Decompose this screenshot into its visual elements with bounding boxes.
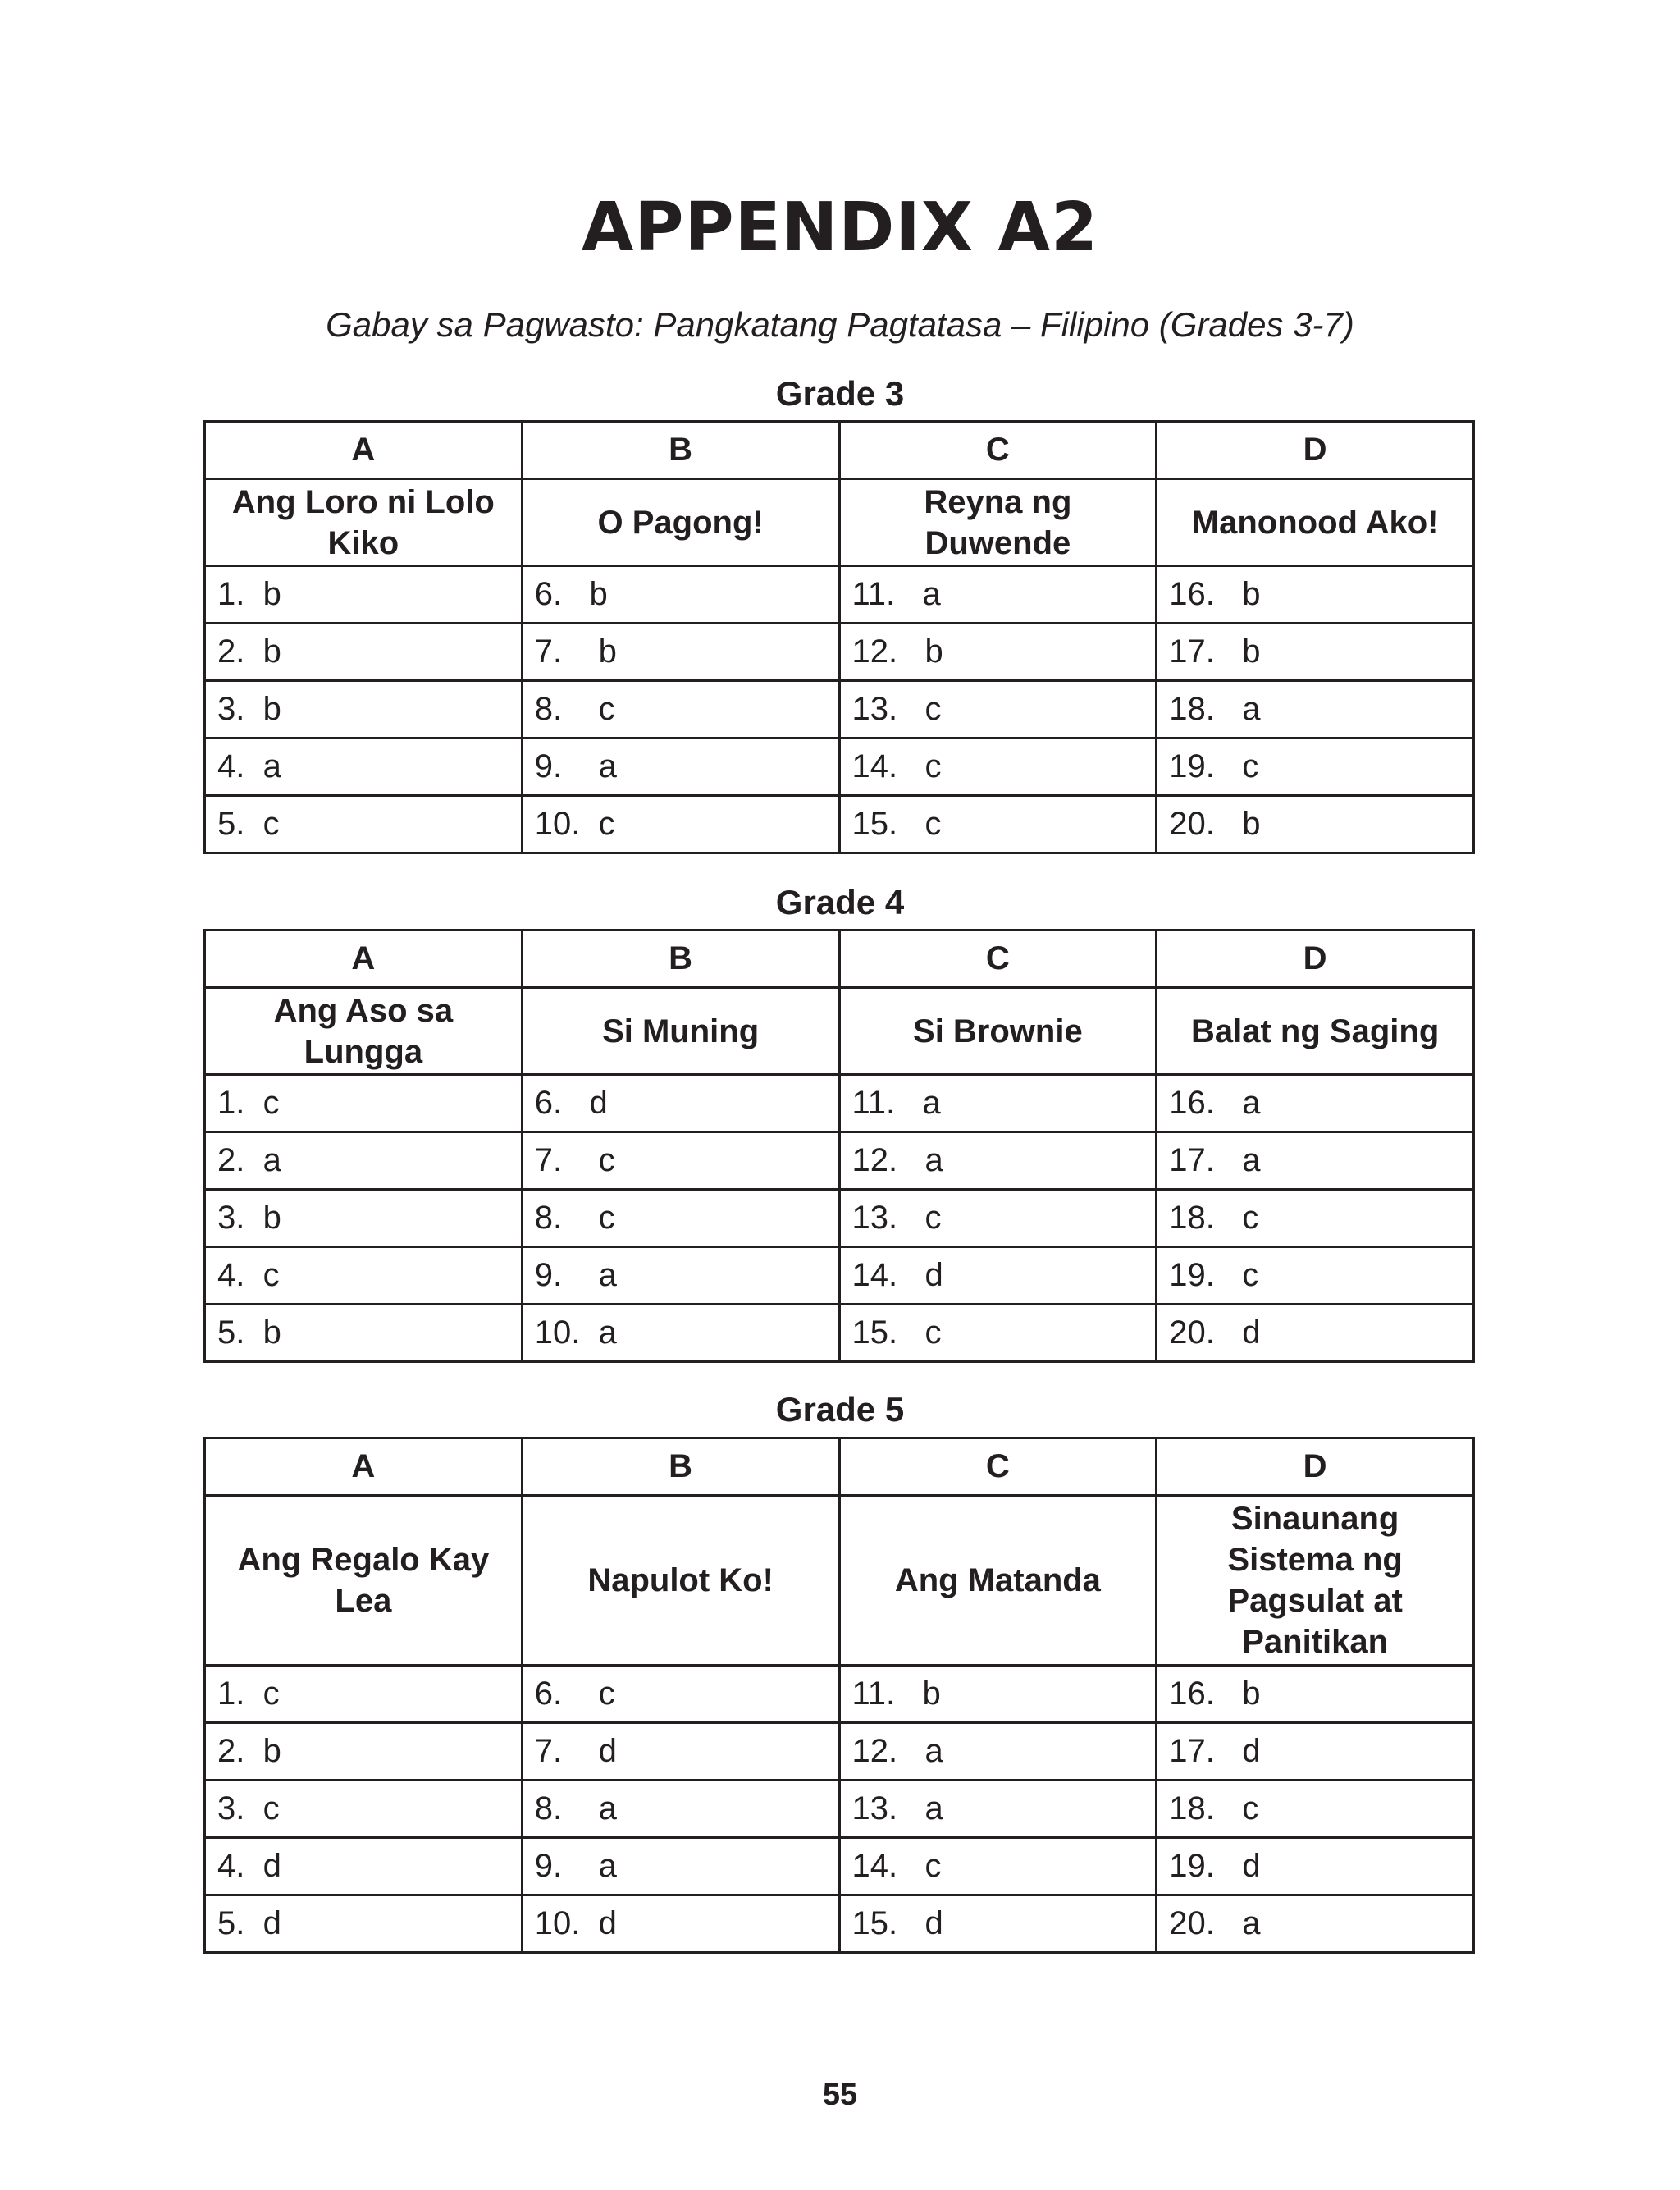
- answer-cell: 16. b: [1157, 1666, 1474, 1723]
- answer-cell: 19. d: [1157, 1838, 1474, 1895]
- answer-cell: 17. a: [1157, 1132, 1474, 1190]
- answer-row: [205, 1075, 1474, 1132]
- column-letter: C: [839, 930, 1157, 988]
- answer-cell: 12. a: [839, 1723, 1157, 1781]
- story-title: Napulot Ko!: [522, 1496, 839, 1666]
- answer-cell: 3. c: [205, 1781, 523, 1838]
- page-number: 55: [822, 2078, 858, 2112]
- story-title: Sinaunang Sistema ng Pagsulat at Panitikan: [1157, 1496, 1474, 1666]
- answer-cell: 3. b: [205, 681, 523, 738]
- answer-cell: 11. b: [839, 1666, 1157, 1723]
- answer-cell: 19. c: [1157, 738, 1474, 796]
- answer-cell: 1. c: [205, 1666, 523, 1723]
- answer-cell: 15. c: [839, 796, 1157, 853]
- answer-cell: 13. a: [839, 1781, 1157, 1838]
- answer-cell: 5. d: [205, 1895, 523, 1953]
- column-letter-row: [205, 1438, 1474, 1496]
- column-letter: C: [839, 1438, 1157, 1496]
- answer-row: [205, 681, 1474, 738]
- answer-cell: 13. c: [839, 681, 1157, 738]
- column-letter: A: [205, 1438, 523, 1496]
- answer-cell: 14. c: [839, 1838, 1157, 1895]
- story-title: Balat ng Saging: [1157, 988, 1474, 1075]
- answer-cell: 11. a: [839, 1075, 1157, 1132]
- story-title: Manonood Ako!: [1157, 479, 1474, 566]
- answer-cell: 6. c: [522, 1666, 839, 1723]
- story-title: Reyna ng Duwende: [839, 479, 1157, 566]
- grade-4-heading: Grade 4: [775, 883, 905, 921]
- answer-cell: 6. d: [522, 1075, 839, 1132]
- answer-cell: 2. a: [205, 1132, 523, 1190]
- column-letter: A: [205, 422, 523, 479]
- column-letter-row: [205, 422, 1474, 479]
- answer-cell: 5. b: [205, 1305, 523, 1362]
- answer-cell: 20. a: [1157, 1895, 1474, 1953]
- answer-cell: 1. c: [205, 1075, 523, 1132]
- column-letter: B: [522, 1438, 839, 1496]
- answer-cell: 20. b: [1157, 796, 1474, 853]
- column-letter: B: [522, 930, 839, 988]
- grade-4-answer-table: [203, 929, 1475, 1363]
- answer-cell: 13. c: [839, 1190, 1157, 1247]
- answer-cell: 14. c: [839, 738, 1157, 796]
- answer-cell: 12. b: [839, 624, 1157, 681]
- answer-cell: 3. b: [205, 1190, 523, 1247]
- answer-cell: 7. c: [522, 1132, 839, 1190]
- grade-5-heading: Grade 5: [775, 1390, 905, 1429]
- answer-row: [205, 1247, 1474, 1305]
- answer-row: [205, 1666, 1474, 1723]
- answer-cell: 16. b: [1157, 566, 1474, 624]
- column-letter: D: [1157, 930, 1474, 988]
- answer-cell: 15. d: [839, 1895, 1157, 1953]
- answer-cell: 8. a: [522, 1781, 839, 1838]
- story-title: Ang Matanda: [839, 1496, 1157, 1666]
- story-title: O Pagong!: [522, 479, 839, 566]
- story-title-row: [205, 988, 1474, 1075]
- answer-cell: 16. a: [1157, 1075, 1474, 1132]
- answer-cell: 4. c: [205, 1247, 523, 1305]
- column-letter: D: [1157, 422, 1474, 479]
- answer-cell: 7. d: [522, 1723, 839, 1781]
- answer-cell: 7. b: [522, 624, 839, 681]
- answer-cell: 10. a: [522, 1305, 839, 1362]
- answer-row: [205, 624, 1474, 681]
- answer-row: [205, 796, 1474, 853]
- answer-row: [205, 1723, 1474, 1781]
- column-letter-row: [205, 930, 1474, 988]
- column-letter: B: [522, 422, 839, 479]
- answer-cell: 10. d: [522, 1895, 839, 1953]
- answer-row: [205, 738, 1474, 796]
- answer-cell: 18. c: [1157, 1781, 1474, 1838]
- answer-cell: 10. c: [522, 796, 839, 853]
- answer-cell: 18. c: [1157, 1190, 1474, 1247]
- story-title: Ang Regalo Kay Lea: [205, 1496, 523, 1666]
- answer-row: [205, 1781, 1474, 1838]
- answer-cell: 17. b: [1157, 624, 1474, 681]
- answer-cell: 2. b: [205, 624, 523, 681]
- page-title: APPENDIX A2: [581, 189, 1099, 267]
- answer-row: [205, 1132, 1474, 1190]
- story-title-row: [205, 479, 1474, 566]
- answer-cell: 8. c: [522, 1190, 839, 1247]
- column-letter: D: [1157, 1438, 1474, 1496]
- grade-3-heading: Grade 3: [775, 374, 905, 413]
- column-letter: C: [839, 422, 1157, 479]
- story-title: Ang Aso sa Lungga: [205, 988, 523, 1075]
- answer-cell: 20. d: [1157, 1305, 1474, 1362]
- story-title: Ang Loro ni Lolo Kiko: [205, 479, 523, 566]
- answer-cell: 9. a: [522, 1247, 839, 1305]
- answer-cell: 5. c: [205, 796, 523, 853]
- story-title: Si Brownie: [839, 988, 1157, 1075]
- answer-cell: 14. d: [839, 1247, 1157, 1305]
- answer-row: [205, 1838, 1474, 1895]
- answer-cell: 9. a: [522, 738, 839, 796]
- answer-cell: 12. a: [839, 1132, 1157, 1190]
- subtitle: Gabay sa Pagwasto: Pangkatang Pagtatasa – Filipino (Grades 3-7): [326, 305, 1354, 344]
- answer-cell: 11. a: [839, 566, 1157, 624]
- story-title: Si Muning: [522, 988, 839, 1075]
- answer-row: [205, 1305, 1474, 1362]
- grade-3-answer-table: [203, 420, 1475, 854]
- answer-cell: 15. c: [839, 1305, 1157, 1362]
- answer-cell: 6. b: [522, 566, 839, 624]
- answer-cell: 18. a: [1157, 681, 1474, 738]
- answer-cell: 1. b: [205, 566, 523, 624]
- answer-cell: 17. d: [1157, 1723, 1474, 1781]
- answer-row: [205, 1190, 1474, 1247]
- grade-5-answer-table: [203, 1437, 1475, 1954]
- story-title-row: [205, 1496, 1474, 1666]
- column-letter: A: [205, 930, 523, 988]
- answer-row: [205, 566, 1474, 624]
- answer-cell: 9. a: [522, 1838, 839, 1895]
- answer-cell: 8. c: [522, 681, 839, 738]
- answer-cell: 4. a: [205, 738, 523, 796]
- answer-row: [205, 1895, 1474, 1953]
- answer-cell: 4. d: [205, 1838, 523, 1895]
- answer-cell: 19. c: [1157, 1247, 1474, 1305]
- answer-cell: 2. b: [205, 1723, 523, 1781]
